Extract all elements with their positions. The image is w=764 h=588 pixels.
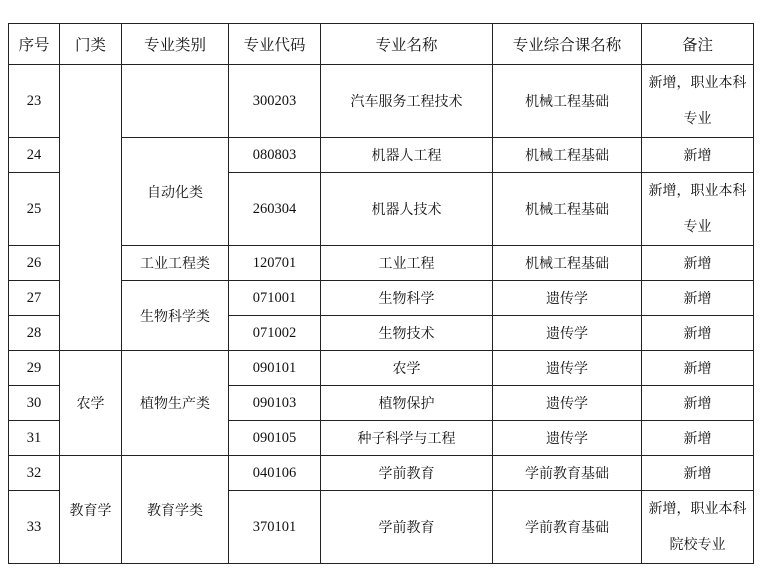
cell-note: 新增，职业本科专业 (642, 173, 754, 246)
cell-code: 080803 (229, 138, 321, 173)
table-row (9, 456, 754, 491)
cell-course: 机械工程基础 (493, 65, 642, 138)
header-seq: 序号 (9, 24, 60, 65)
cell-course: 遗传学 (493, 421, 642, 456)
cell-note: 新增 (642, 246, 754, 281)
cell-major-class: 生物科学类 (122, 281, 229, 351)
cell-code: 090105 (229, 421, 321, 456)
cell-major-class: 自动化类 (122, 138, 229, 246)
cell-note: 新增，职业本科专业 (642, 65, 754, 138)
cell-course: 遗传学 (493, 351, 642, 386)
cell-name: 植物保护 (321, 386, 493, 421)
cell-course: 机械工程基础 (493, 246, 642, 281)
cell-course: 机械工程基础 (493, 138, 642, 173)
cell-course: 遗传学 (493, 386, 642, 421)
header-major-code: 专业代码 (229, 24, 321, 65)
cell-course: 遗传学 (493, 316, 642, 351)
cell-seq: 24 (9, 138, 60, 173)
cell-name: 机器人工程 (321, 138, 493, 173)
table-container (8, 23, 754, 564)
cell-code: 370101 (229, 491, 321, 564)
cell-code: 260304 (229, 173, 321, 246)
header-major-class: 专业类别 (122, 24, 229, 65)
cell-seq: 29 (9, 351, 60, 386)
cell-category: 农学 (60, 351, 122, 456)
cell-seq: 28 (9, 316, 60, 351)
cell-seq: 33 (9, 491, 60, 564)
cell-name: 农学 (321, 351, 493, 386)
header-major-name: 专业名称 (321, 24, 493, 65)
header-course-name: 专业综合课名称 (493, 24, 642, 65)
cell-note: 新增 (642, 351, 754, 386)
header-category: 门类 (60, 24, 122, 65)
cell-name: 生物科学 (321, 281, 493, 316)
cell-note: 新增 (642, 316, 754, 351)
table-row (9, 351, 754, 386)
cell-seq: 30 (9, 386, 60, 421)
cell-code: 090103 (229, 386, 321, 421)
cell-major-class: 工业工程类 (122, 246, 229, 281)
header-note: 备注 (642, 24, 754, 65)
cell-category-empty (60, 65, 122, 351)
cell-category: 教育学 (60, 456, 122, 564)
cell-code: 071002 (229, 316, 321, 351)
cell-code: 040106 (229, 456, 321, 491)
cell-course: 学前教育基础 (493, 491, 642, 564)
cell-name: 机器人技术 (321, 173, 493, 246)
cell-note: 新增 (642, 456, 754, 491)
cell-name: 生物技术 (321, 316, 493, 351)
cell-course: 机械工程基础 (493, 173, 642, 246)
cell-seq: 26 (9, 246, 60, 281)
major-table (8, 23, 754, 564)
cell-note: 新增，职业本科院校专业 (642, 491, 754, 564)
cell-seq: 32 (9, 456, 60, 491)
cell-seq: 31 (9, 421, 60, 456)
cell-major-class: 教育学类 (122, 456, 229, 564)
cell-course: 遗传学 (493, 281, 642, 316)
cell-note: 新增 (642, 386, 754, 421)
cell-code: 120701 (229, 246, 321, 281)
cell-name: 种子科学与工程 (321, 421, 493, 456)
cell-seq: 25 (9, 173, 60, 246)
header-row (9, 24, 754, 65)
cell-major-class-empty (122, 65, 229, 138)
cell-code: 071001 (229, 281, 321, 316)
cell-name: 学前教育 (321, 456, 493, 491)
cell-major-class: 植物生产类 (122, 351, 229, 456)
cell-name: 学前教育 (321, 491, 493, 564)
cell-note: 新增 (642, 421, 754, 456)
cell-name: 汽车服务工程技术 (321, 65, 493, 138)
cell-seq: 27 (9, 281, 60, 316)
cell-code: 300203 (229, 65, 321, 138)
cell-note: 新增 (642, 138, 754, 173)
cell-name: 工业工程 (321, 246, 493, 281)
cell-note: 新增 (642, 281, 754, 316)
cell-seq: 23 (9, 65, 60, 138)
cell-course: 学前教育基础 (493, 456, 642, 491)
table-row (9, 65, 754, 138)
cell-code: 090101 (229, 351, 321, 386)
